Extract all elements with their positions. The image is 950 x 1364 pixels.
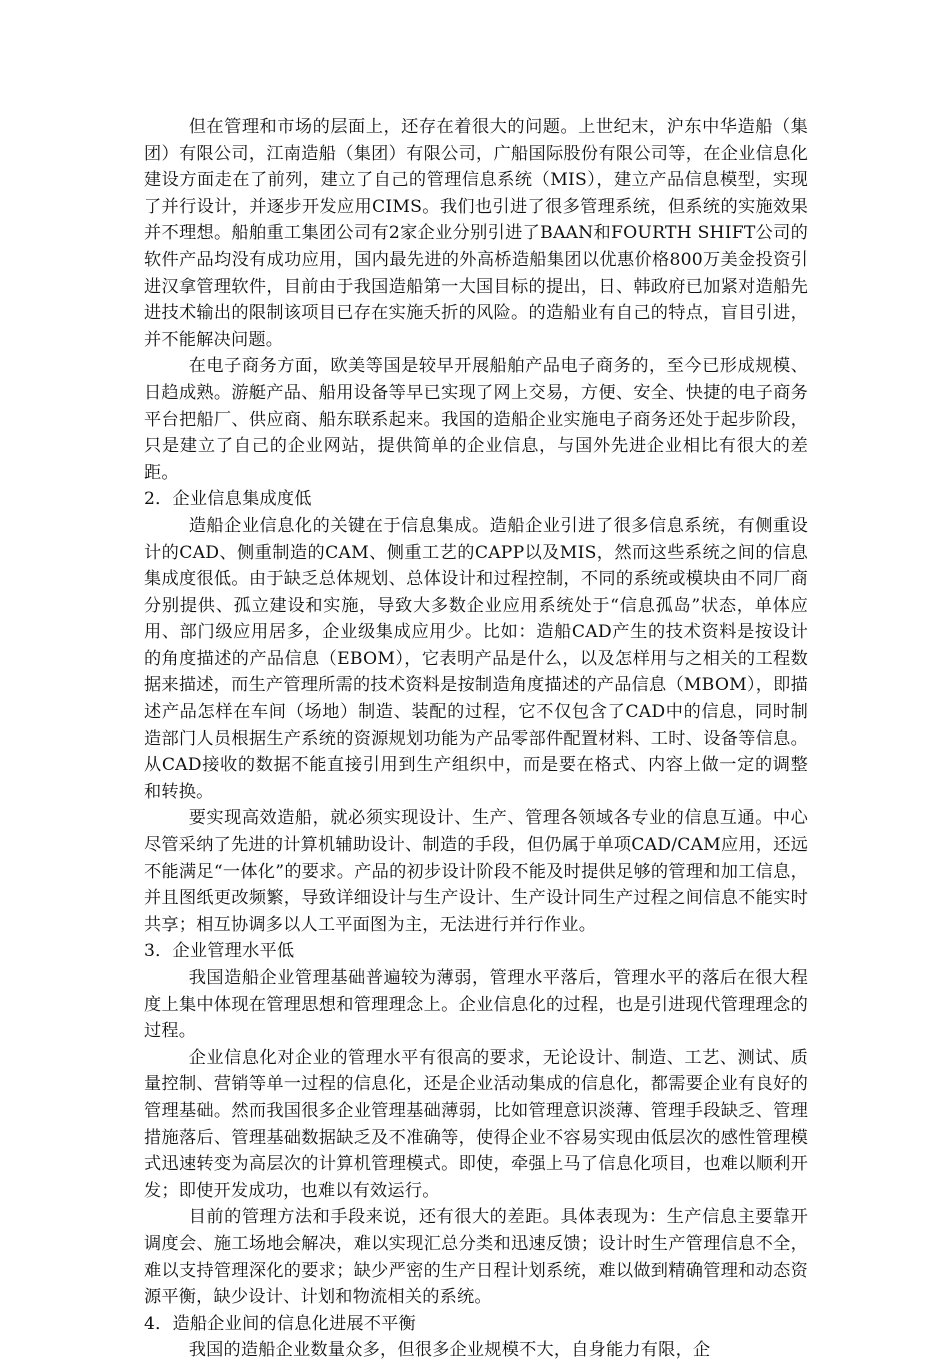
document-page bbox=[144, 114, 808, 1364]
paragraph-management-requirements: 企业信息化对企业的管理水平有很高的要求，无论设计、制造、工艺、测试、质量控制、营销等单一过程的信息化，还是企业活动集成的信息化，都需要企业有良好的管理基础。然而我国很多企业管理基础薄弱，比如管理意识淡薄、管理手段缺乏、管理措施落后、管理基础数据缺乏及不准确等，使得企业不容易实现由低层次的感性管理模式迅速转变为高层次的计算机管理模式。即使，牵强上马了信息化项目，也难以顺利开发；即使开发成功，也难以有效运行。 bbox=[144, 1047, 808, 1201]
paragraph-information-integration: 造船企业信息化的关键在于信息集成。造船企业引进了很多信息系统，有侧重设计的CAD、侧重制造的CAM、侧重工艺的CAPP以及MIS，然而这些系统之间的信息集成度很低。由于缺乏总体规划、总体设计和过程控制，不同的系统或模块由不同厂商分别提供、孤立建设和实施，导致大多数企业应用系统处于“信息孤岛”状态，单体应用、部门级应用居多，企业级集成应用少。比如：造船CAD产生的技术资料是按设计的角度描述的产品信息（EBOM），它表明产品是什么，以及怎样用与之相关的工程数据来描述，而生产管理所需的技术资料是按制造角度描述的产品信息（MBOM），即描述产品怎样在车间（场地）制造、装配的过程，它不仅包含了CAD中的信息，同时制造部门人员根据生产系统的资源规划功能为产品零部件配置材料、工时、设备等信息。从CAD接收的数据不能直接引用到生产组织中，而是要在格式、内容上做一定的调整和转换。 bbox=[144, 515, 808, 802]
paragraph-management-foundation: 我国造船企业管理基础普遍较为薄弱，管理水平落后，管理水平的落后在很大程度上集中体现在管理思想和管理理念上。企业信息化的过程，也是引进现代管理理念的过程。 bbox=[144, 968, 808, 1042]
paragraph-current-methods: 目前的管理方法和手段来说，还有很大的差距。具体表现为：生产信息主要靠开调度会、施工场地会解决，难以实现汇总分类和迅速反馈；设计时生产管理信息不全，难以支持管理深化的要求；缺少严密的生产日程计划系统，难以做到精确管理和动态资源平衡，缺少设计、计划和物流相关的系统。 bbox=[144, 1207, 808, 1308]
paragraph-efficient-shipbuilding: 要实现高效造船，就必须实现设计、生产、管理各领域各专业的信息互通。中心尽管采纳了先进的计算机辅助设计、制造的手段，但仍属于单项CAD/CAM应用，还远不能满足“一体化”的要求。产品的初步设计阶段不能及时提供足够的管理和加工信息，并且图纸更改频繁，导致详细设计与生产设计、生产设计同生产过程之间信息不能实时共享；相互协调多以人工平面图为主，无法进行并行作业。 bbox=[144, 808, 808, 935]
paragraph-ecommerce: 在电子商务方面，欧美等国是较早开展船舶产品电子商务的，至今已形成规模、日趋成熟。游艇产品、船用设备等早已实现了网上交易，方便、安全、快捷的电子商务平台把船厂、供应商、船东联系起来。我国的造船企业实施电子商务还处于起步阶段，只是建立了自己的企业网站，提供简单的企业信息，与国外先进企业相比有很大的差距。 bbox=[144, 356, 808, 483]
section-heading-3: 3．企业管理水平低 bbox=[144, 941, 295, 962]
section-heading-2: 2．企业信息集成度低 bbox=[144, 489, 312, 510]
section-heading-4: 4．造船企业间的信息化进展不平衡 bbox=[144, 1313, 416, 1334]
paragraph-management-market: 但在管理和市场的层面上，还存在着很大的问题。上世纪末，沪东中华造船（集团）有限公司，江南造船（集团）有限公司，广船国际股份有限公司等，在企业信息化建设方面走在了前列，建立了自己的管理信息系统（MIS），建立产品信息模型，实现了并行设计，并逐步开发应用CIMS。我们也引进了很多管理系统，但系统的实施效果并不理想。船舶重工集团公司有2家企业分别引进了BAAN和FOURTH SHIFT公司的软件产品均没有成功应用，国内最先进的外高桥造船集团以优惠价格800万美金投资引进汉拿管理软件，目前由于我国造船第一大国目标的提出，日、韩政府已加紧对造船先进技术输出的限制该项目已存在实施夭折的风险。的造船业有自己的特点，盲目引进，并不能解决问题。 bbox=[144, 117, 808, 350]
paragraph-enterprise-scale: 我国的造船企业数量众多，但很多企业规模不大，自身能力有限，企 bbox=[188, 1340, 711, 1361]
